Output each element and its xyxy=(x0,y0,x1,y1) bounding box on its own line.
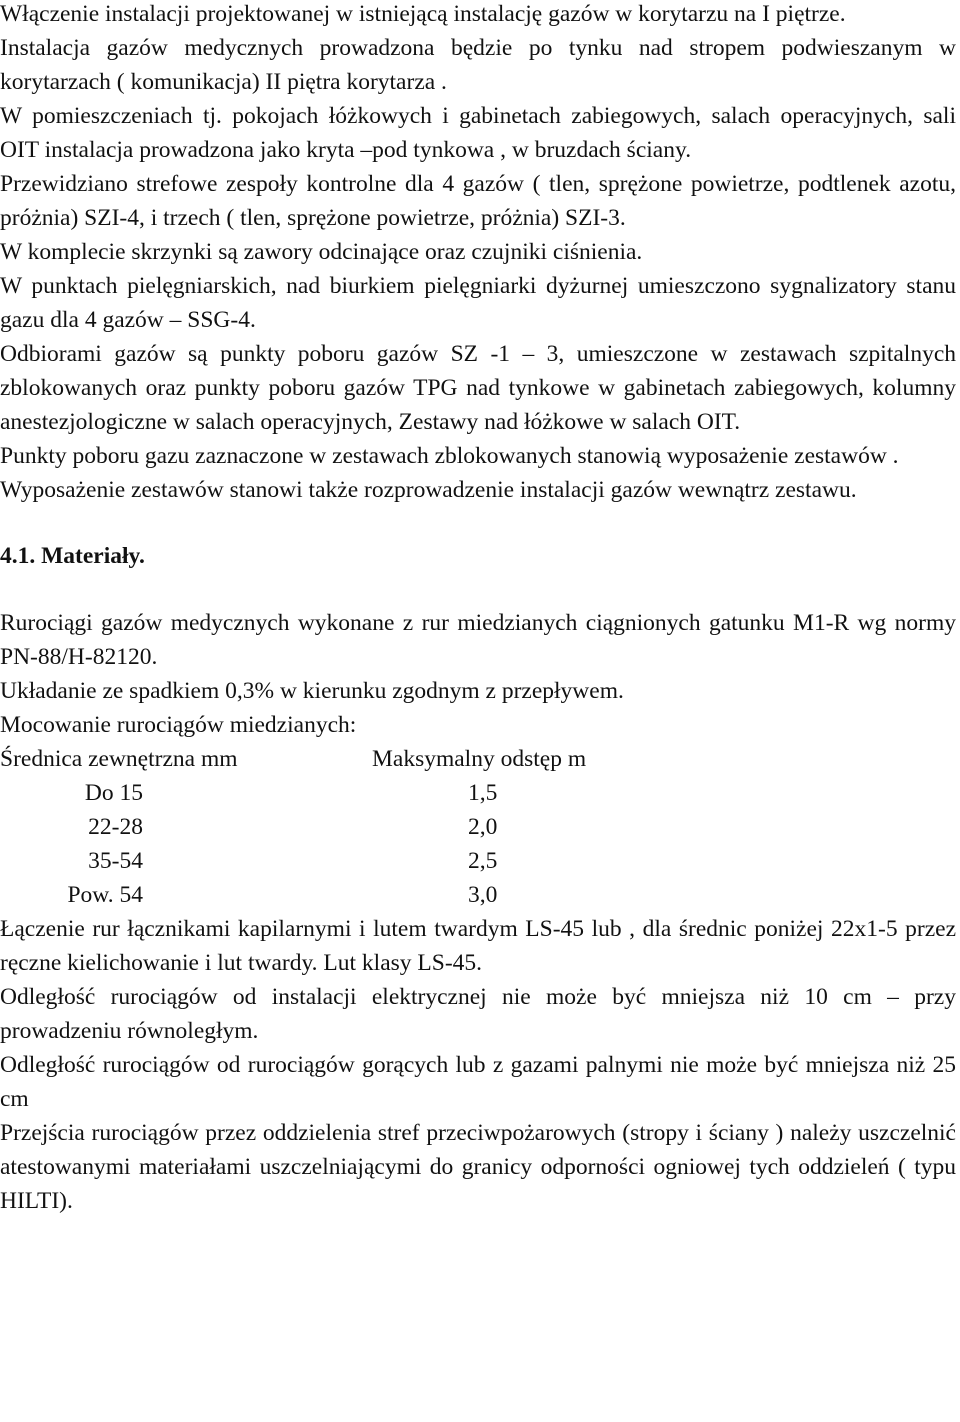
paragraph-connection: Włączenie instalacji projektowanej w istniejącą instalację gazów w korytarzu na I piętrze. xyxy=(0,1,846,27)
diameter-cell: 35-54 xyxy=(88,848,143,874)
table-row xyxy=(0,776,956,810)
table-row xyxy=(0,878,956,912)
header-diameter: Średnica zewnętrzna mm xyxy=(0,746,238,772)
diameter-cell: 22-28 xyxy=(88,814,143,840)
paragraph-joining: Łączenie rur łącznikami kapilarnymi i lutem twardym LS-45 lub , dla średnic poniżej 22x1-5 przez ręczne kielichowanie i lut twardy. Lut klasy LS-45. xyxy=(0,916,956,976)
paragraph-fire-zones: Przejścia rurociągów przez oddzielenia stref przeciwpożarowych (stropy i ściany ) należy uszczelnić atestowanymi materiałami uszczelniającymi do granicy odporności ogniowej tych oddzieleń ( typu HILTI). xyxy=(0,1120,956,1214)
paragraph-pipe-material: Rurociągi gazów medycznych wykonane z rur miedzianych ciągnionych gatunku M1-R wg normy PN-88/H-82120. xyxy=(0,610,956,670)
mounting-table-header xyxy=(0,742,956,776)
table-row xyxy=(0,810,956,844)
paragraph-electrical-distance: Odległość rurociągów od instalacji elektrycznej nie może być mniejsza niż 10 cm – przy prowadzeniu równoległym. xyxy=(0,984,956,1044)
diameter-cell: Do 15 xyxy=(84,780,143,806)
intro-section xyxy=(0,0,956,507)
paragraph-outlets: Odbiorami gazów są punkty poboru gazów SZ -1 – 3, umieszczone w zestawach szpitalnych zblokowanych oraz punkty poboru gazów TPG nad tynkowe w gabinetach zabiegowych, kolumny anestezjologiczne w salach operacyjnych, Zestawy nad łóżkowe w salach OIT. xyxy=(0,341,956,435)
paragraph-outlet-equipment: Punkty poboru gazu zaznaczone w zestawach zblokowanych stanowią wyposażenie zestawów . xyxy=(0,443,899,469)
paragraph-slope: Układanie ze spadkiem 0,3% w kierunku zgodnym z przepływem. xyxy=(0,678,624,704)
materials-section xyxy=(0,606,956,1218)
paragraph-set-equipment: Wyposażenie zestawów stanowi także rozprowadzenie instalacji gazów wewnątrz zestawu. xyxy=(0,477,857,503)
paragraph-mounting-title: Mocowanie rurociągów miedzianych: xyxy=(0,712,357,738)
mounting-table xyxy=(0,742,956,912)
spacing-cell: 2,0 xyxy=(468,814,498,840)
diameter-cell: Pow. 54 xyxy=(67,882,143,908)
section-heading-materials: 4.1. Materiały. xyxy=(0,543,145,569)
paragraph-rooms: W pomieszczeniach tj. pokojach łóżkowych i gabinetach zabiegowych, salach operacyjnych, sali OIT instalacja prowadzona jako kryta –pod tynkowa , w bruzdach ściany. xyxy=(0,103,956,163)
table-row xyxy=(0,844,956,878)
spacing-cell: 1,5 xyxy=(468,780,498,806)
spacing-cell: 2,5 xyxy=(468,848,498,874)
paragraph-valves: W komplecie skrzynki są zawory odcinające oraz czujniki ciśnienia. xyxy=(0,239,643,265)
paragraph-control-units: Przewidziano strefowe zespoły kontrolne dla 4 gazów ( tlen, sprężone powietrze, podtlenek azotu, próżnia) SZI-4, i trzech ( tlen, sprężone powietrze, próżnia) SZI-3. xyxy=(0,171,956,231)
paragraph-installation-route: Instalacja gazów medycznych prowadzona będzie po tynku nad stropem podwieszanym w korytarzach ( komunikacja) II piętra korytarza . xyxy=(0,35,956,95)
paragraph-signalizers: W punktach pielęgniarskich, nad biurkiem pielęgniarki dyżurnej umieszczono sygnalizatory stanu gazu dla 4 gazów – SSG-4. xyxy=(0,273,956,333)
paragraph-hot-pipe-distance: Odległość rurociągów od rurociągów gorących lub z gazami palnymi nie może być mniejsza niż 25 cm xyxy=(0,1052,956,1112)
spacing-cell: 3,0 xyxy=(468,882,498,908)
header-spacing: Maksymalny odstęp m xyxy=(372,746,587,772)
